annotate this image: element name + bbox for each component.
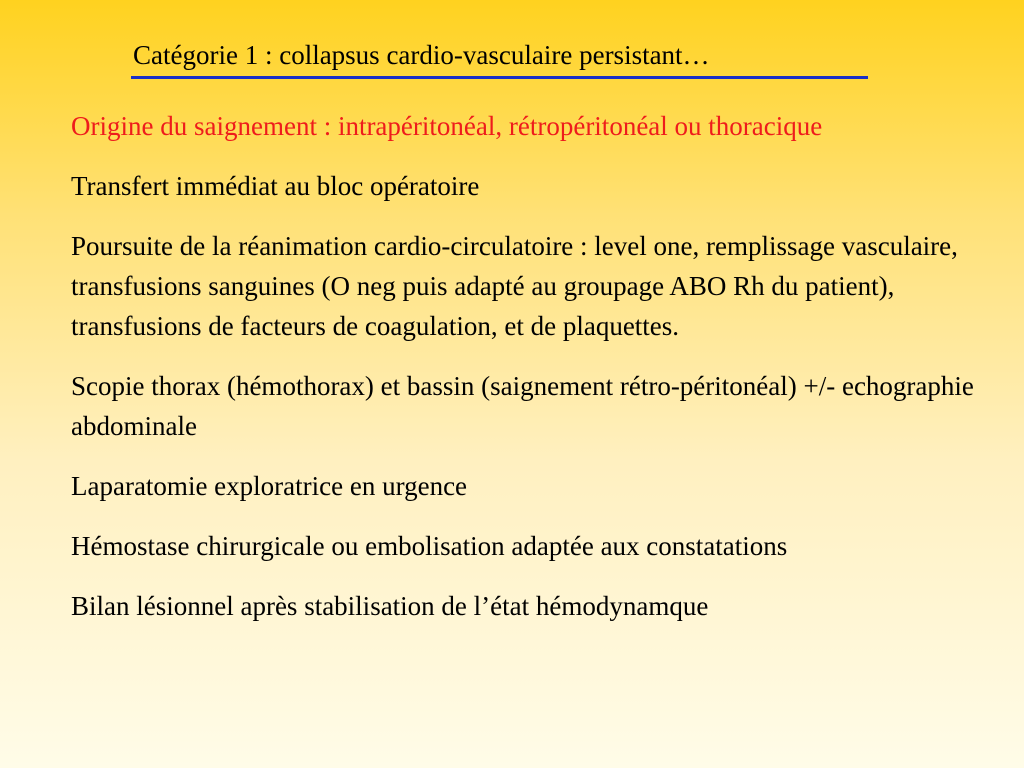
paragraph-resuscitation: Poursuite de la réanimation cardio-circulatoire : level one, remplissage vasculaire, transfusions sanguines (O neg puis adapté au groupage ABO Rh du patient), transfusions de facteurs de coagulation, et de plaquettes.	[71, 231, 958, 341]
paragraph-imaging: Scopie thorax (hémothorax) et bassin (saignement rétro-péritonéal) +/- echographie abdominale	[71, 371, 974, 441]
slide-content	[71, 106, 976, 646]
paragraph-hemostasis: Hémostase chirurgicale ou embolisation adaptée aux constatations	[71, 531, 788, 561]
paragraph-bleeding-origin: Origine du saignement : intrapéritonéal, rétropéritonéal ou thoracique	[71, 111, 823, 141]
title-underline	[131, 76, 868, 79]
slide-title: Catégorie 1 : collapsus cardio-vasculaire persistant…	[133, 40, 710, 70]
paragraph-laparotomy: Laparatomie exploratrice en urgence	[71, 471, 468, 501]
paragraph-assessment: Bilan lésionnel après stabilisation de l’état hémodynamque	[71, 591, 709, 621]
paragraph-transfer: Transfert immédiat au bloc opératoire	[71, 171, 480, 201]
